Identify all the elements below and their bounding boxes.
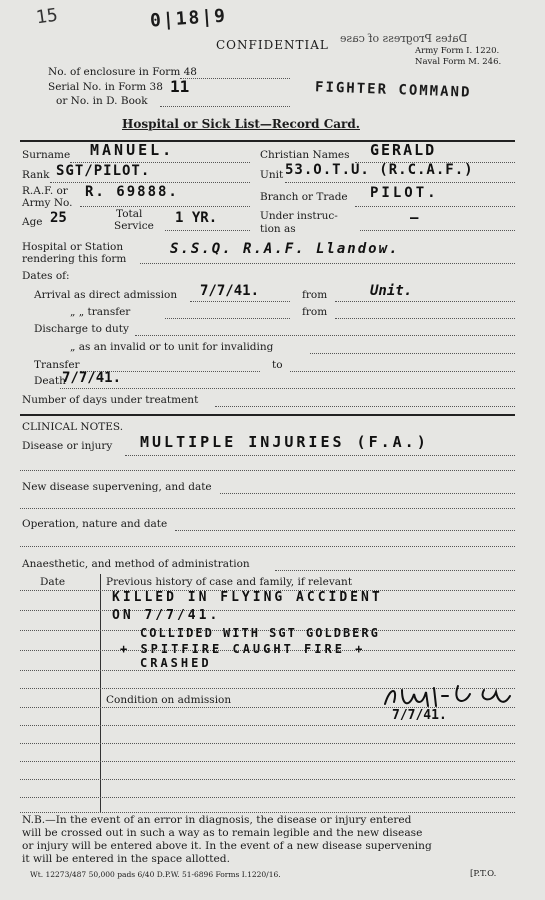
history-label: Previous history of case and family, if relevant: [106, 576, 353, 588]
transfer-to-label: to: [272, 359, 283, 371]
operation-label: Operation, nature and date: [22, 518, 168, 530]
service-label-2: Service: [114, 220, 154, 232]
service-value: 1 YR.: [175, 210, 218, 226]
nb-line: or injury will be entered above it. In the event of a new disease supervening: [22, 840, 432, 852]
arrival-from-label: from: [302, 289, 328, 301]
history-line: ON 7/7/41.: [112, 608, 221, 623]
serial-label: Serial No. in Form 38: [48, 81, 163, 93]
date-column-label: Date: [40, 576, 66, 588]
corner-mark: 15: [34, 4, 60, 29]
condition-label: Condition on admission: [106, 694, 232, 706]
rank-label: Rank: [22, 169, 50, 181]
discharge-label: Discharge to duty: [34, 323, 129, 335]
instruction-label-1: Under instruc-: [260, 210, 338, 222]
hospital-value: S.S.Q. R.A.F. Llandow.: [170, 241, 400, 257]
transfer-from-label: from: [302, 306, 328, 318]
history-line: KILLED IN FLYING ACCIDENT: [112, 590, 383, 605]
new-disease-label: New disease supervening, and date: [22, 481, 212, 493]
nb-line: N.B.—In the event of an error in diagnosis, the disease or injury entered: [22, 814, 412, 826]
pto-label: [P.T.O.: [470, 869, 497, 879]
mirrored-text: Dates Progress of case: [340, 32, 468, 45]
days-treatment-label: Number of days under treatment: [22, 394, 199, 406]
naval-form-number: Naval Form M. 246.: [415, 57, 502, 67]
clinical-notes-heading: CLINICAL NOTES.: [22, 421, 124, 433]
death-date: 7/7/41.: [62, 370, 122, 386]
book-label: or No. in D. Book: [56, 95, 148, 107]
invalid-label: „ as an invalid or to unit for invaliding: [70, 341, 274, 353]
disease-label: Disease or injury: [22, 440, 113, 452]
transfer-label: Transfer: [34, 359, 80, 371]
unit-value: 53.O.T.U. (R.C.A.F.): [285, 162, 474, 178]
age-label: Age: [22, 216, 43, 228]
transfer-ditto-label: „ „ transfer: [70, 306, 131, 318]
file-stamp: 0|18|9: [149, 5, 228, 32]
history-line: COLLIDED WITH SGT GOLDBERG: [140, 626, 380, 640]
history-line: + SPITFIRE CAUGHT FIRE +: [120, 642, 366, 656]
nb-line: it will be entered in the space allotted.: [22, 853, 230, 865]
confidential-heading: CONFIDENTIAL: [216, 38, 329, 52]
instruction-label-2: tion as: [260, 223, 296, 235]
arrival-from-value: Unit.: [370, 283, 413, 299]
christian-names-value: GERALD: [370, 141, 437, 159]
service-label-1: Total: [116, 208, 143, 220]
disease-value: MULTIPLE INJURIES (F.A.): [140, 433, 429, 451]
death-label: Death: [34, 375, 66, 387]
card-title: Hospital or Sick List—Record Card.: [122, 117, 360, 131]
rank-value: SGT/PILOT.: [56, 163, 151, 179]
branch-label: Branch or Trade: [260, 191, 348, 203]
dates-label: Dates of:: [22, 270, 70, 282]
hospital-label-1: Hospital or Station: [22, 241, 124, 253]
enclosure-label: No. of enclosure in Form 48: [48, 66, 197, 78]
print-line: Wt. 12273/487 50,000 pads 6/40 D.P.W. 51-6896 Forms I.1220/16.: [30, 870, 281, 879]
raf-number-label-1: R.A.F. or: [22, 185, 68, 197]
serial-value: 11: [170, 77, 190, 96]
army-form-number: Army Form I. 1220.: [415, 46, 500, 56]
age-value: 25: [50, 210, 67, 226]
branch-value: PILOT.: [370, 185, 439, 201]
nb-line: will be crossed out in such a way as to remain legible and the new disease: [22, 827, 423, 839]
arrival-label: Arrival as direct admission: [34, 289, 178, 301]
history-line: CRASHED: [140, 656, 212, 670]
anaesthetic-label: Anaesthetic, and method of administration: [22, 558, 250, 570]
arrival-date: 7/7/41.: [200, 283, 260, 299]
fighter-command-stamp: FIGHTER COMMAND: [314, 79, 472, 101]
signature-date: 7/7/41.: [392, 708, 447, 723]
hospital-label-2: rendering this form: [22, 253, 127, 265]
surname-label: Surname: [22, 149, 71, 161]
instruction-value: —: [410, 210, 419, 226]
surname-value: MANUEL.: [90, 141, 175, 159]
raf-number-label-2: Army No.: [22, 197, 73, 209]
christian-names-label: Christian Names: [260, 149, 350, 161]
unit-label: Unit: [260, 169, 284, 181]
raf-number-value: R. 69888.: [85, 184, 179, 200]
